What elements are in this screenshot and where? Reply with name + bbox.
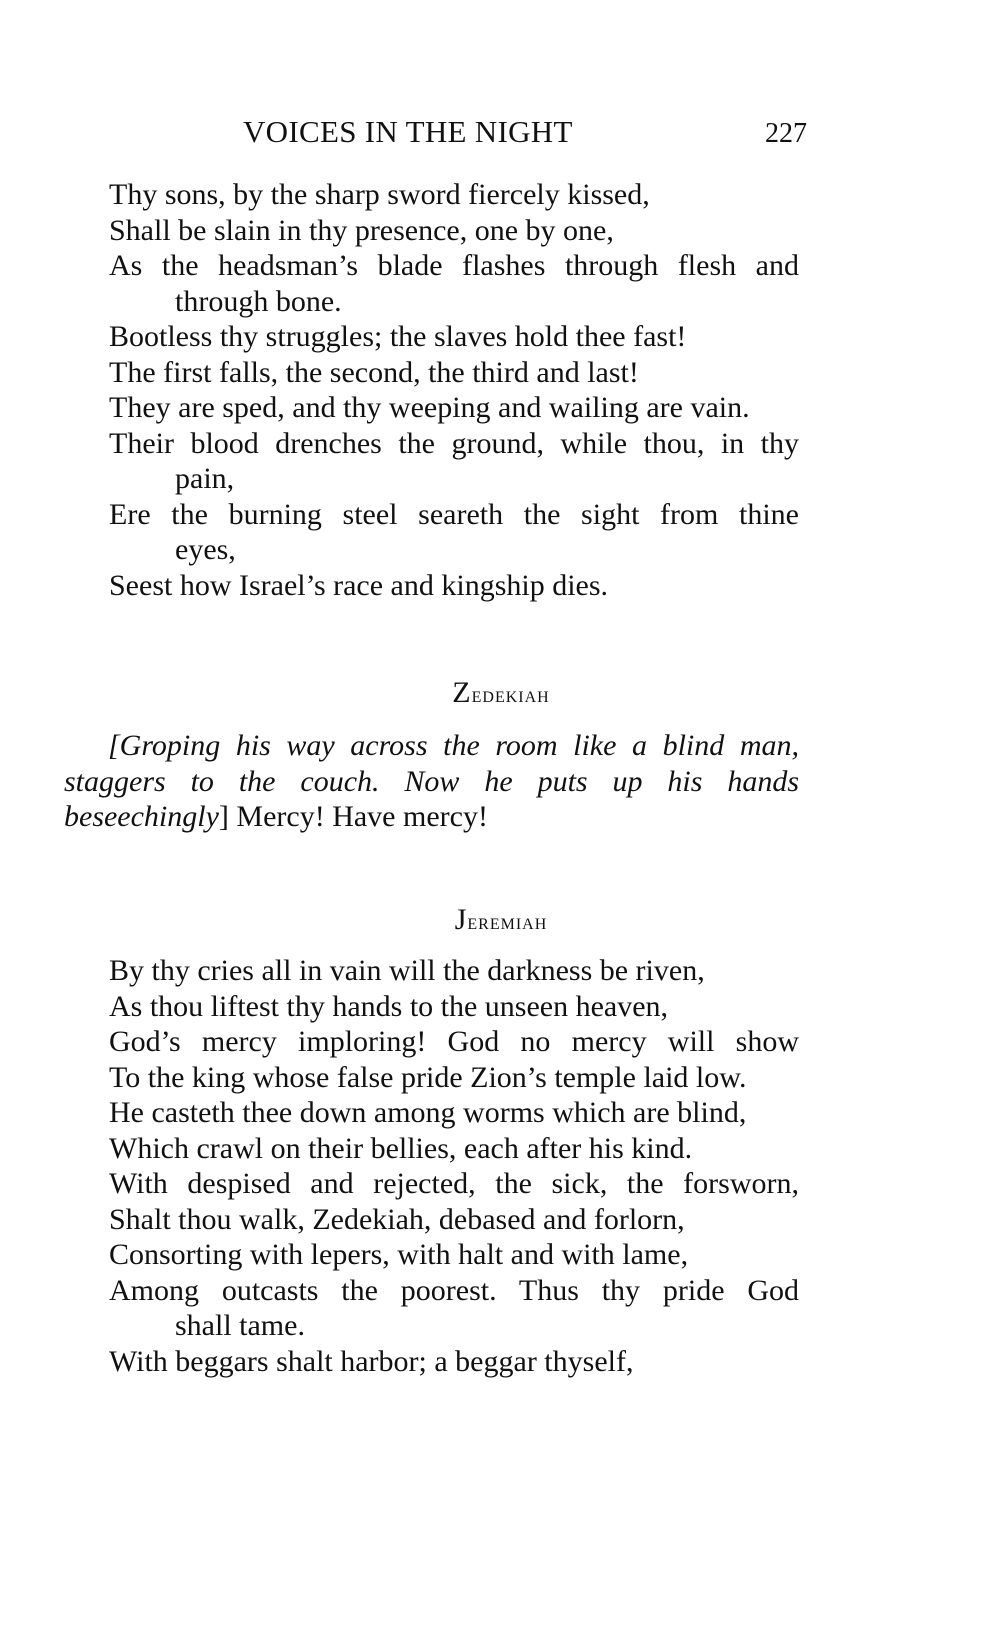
page-number: 227 [765,118,807,149]
speaker-name-rest: edekiah [471,682,550,707]
verse-line: Bootless thy struggles; the slaves hold thee fast! [109,320,687,353]
stage-direction-line: staggers to the couch. Now he puts up his hands [64,764,799,798]
stage-direction-line: [Groping his way across the room like a blind man, [108,729,799,762]
verse-line: eyes, [175,533,236,566]
stage-direction [64,728,799,835]
verse-line: Shall be slain in thy presence, one by one, [109,213,614,247]
verse-line: They are sped, and thy weeping and wailing are vain. [109,391,750,424]
verse-line: Among outcasts the poorest. Thus thy pride God [109,1273,799,1307]
verse-line: Consorting with lepers, with halt and with lame, [109,1238,689,1271]
verse-block-1 [109,177,799,603]
speaker-name-rest: eremiah [467,909,548,934]
verse-line: Shalt thou walk, Zedekiah, debased and forlorn, [109,1202,685,1236]
verse-line: The first falls, the second, the third and last! [109,355,639,389]
verse-line: As the headsman’s blade flashes through flesh and [109,249,799,282]
verse-line: To the king whose false pride Zion’s temple laid low. [109,1060,747,1094]
speaker-heading-zedekiah [0,676,1002,710]
spoken-line: ] Mercy! Have mercy! [218,800,488,833]
verse-line: As thou liftest thy hands to the unseen heaven, [109,989,669,1023]
verse-line: Which crawl on their bellies, each after his kind. [109,1131,693,1165]
verse-line: By thy cries all in vain will the darkness be riven, [109,954,705,987]
verse-line: God’s mercy imploring! God no mercy will show [109,1025,799,1058]
stage-direction-line [64,799,799,835]
speaker-heading-jeremiah [0,903,1002,937]
verse-line: With despised and rejected, the sick, the forsworn, [109,1167,799,1200]
verse-line: With beggars shalt harbor; a beggar thyself, [109,1344,634,1378]
verse-line: He casteth thee down among worms which are blind, [109,1096,747,1129]
speaker-initial: J [454,903,468,936]
verse-line: Ere the burning steel seareth the sight from thine [109,497,799,531]
verse-line: shall tame. [175,1309,305,1342]
verse-line: Seest how Israel’s race and kingship dies. [109,568,609,602]
verse-block-2 [109,953,799,1379]
verse-line: Thy sons, by the sharp sword fiercely kissed, [109,178,650,211]
page-header [0,114,1002,154]
running-title: VOICES IN THE NIGHT [243,114,573,149]
verse-line: Their blood drenches the ground, while thou, in thy [109,426,799,460]
verse-line: through bone. [175,284,342,318]
speaker-initial: Z [452,676,472,709]
stage-direction-italic: beseechingly [64,800,219,833]
verse-line: pain, [175,462,235,495]
